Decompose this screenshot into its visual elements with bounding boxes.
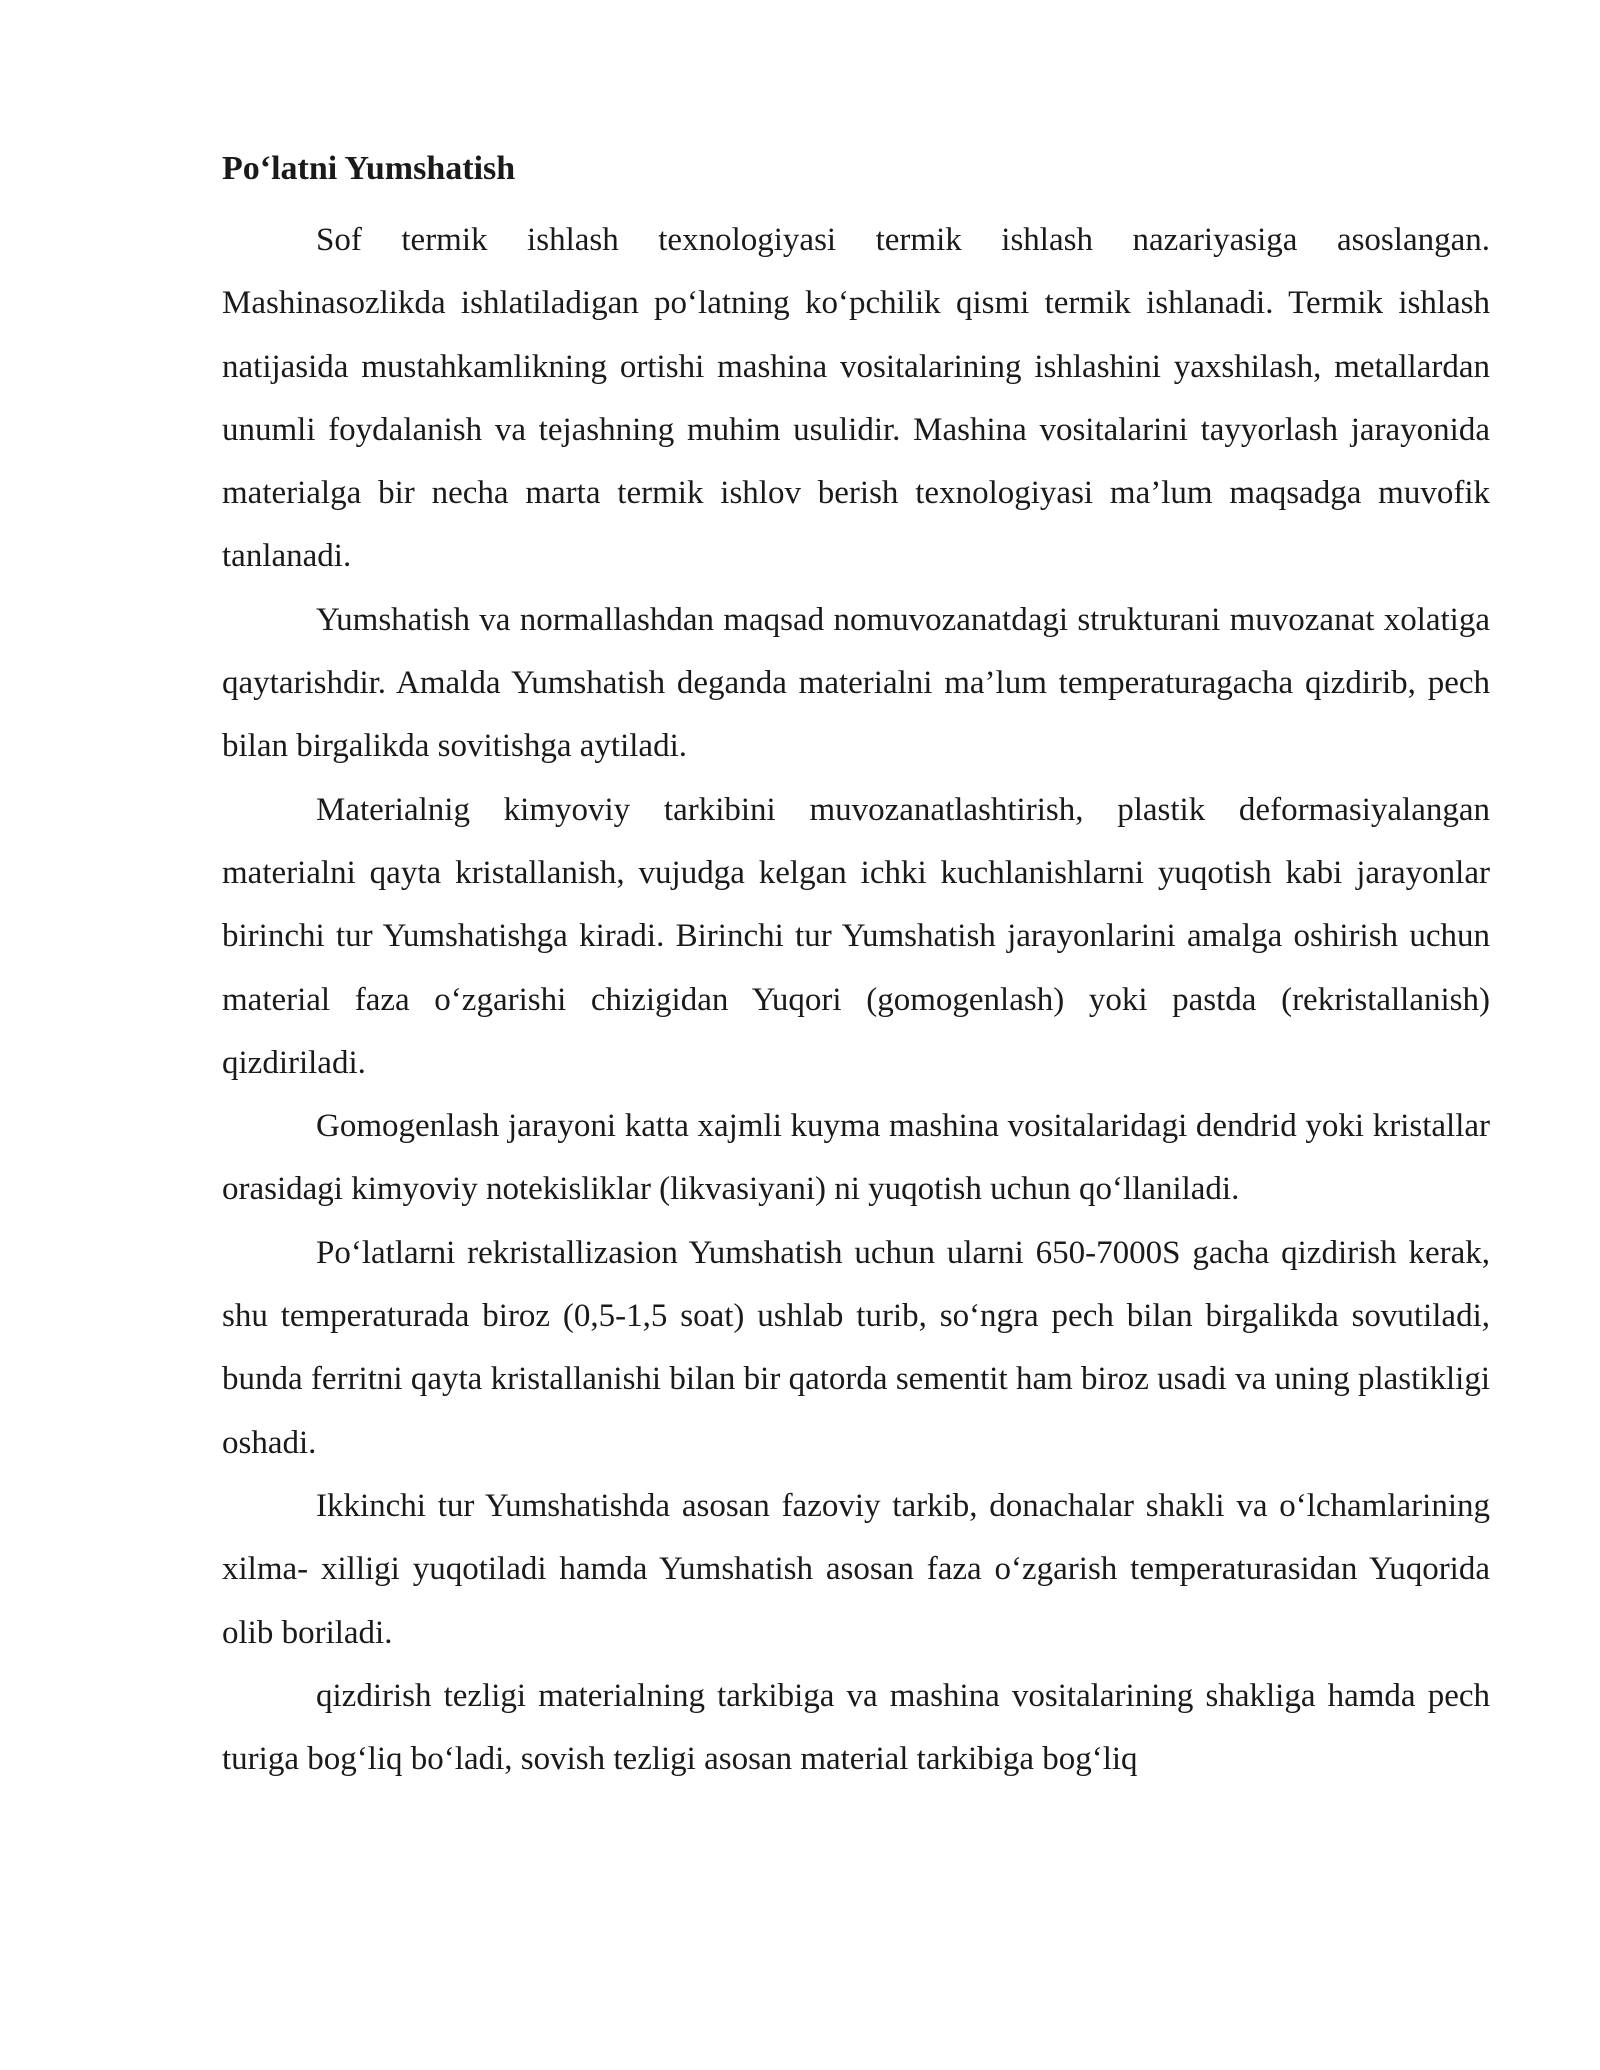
paragraph-2: Yumshatish va normallashdan maqsad nomuvozanatdagi strukturani muvozanat xolatiga qaytarishdir. Amalda Yumshatish deganda materialni ma’lum temperaturagacha qizdirib, pech bilan birgalikda sovitishga aytiladi. <box>222 601 1490 765</box>
paragraph-7: qizdirish tezligi materialning tarkibiga va mashina vositalarining shakliga hamda pech turiga bog‘liq bo‘ladi, sovish tezligi asosan material tarkibiga bog‘liq <box>222 1677 1490 1778</box>
paragraph-5: Po‘latlarni rekristallizasion Yumshatish uchun ularni 650-7000S gacha qizdirish kerak, shu temperaturada biroz (0,5-1,5 soat) ushlab turib, so‘ngra pech bilan birgalikda sovutiladi, bunda ferritni qayta kristallanishi bilan bir qatorda sementit ham biroz usadi va uning plastikligi oshadi. <box>222 1234 1490 1461</box>
paragraph-6: Ikkinchi tur Yumshatishda asosan fazoviy tarkib, donachalar shakli va o‘lchamlarining xilma- xilligi yuqotiladi hamda Yumshatish asosan faza o‘zgarish temperaturasidan Yuqorida olib boriladi. <box>222 1487 1490 1651</box>
document-title: Po‘latni Yumshatish <box>222 150 516 187</box>
paragraph-3: Materialnig kimyoviy tarkibini muvozanatlashtirish, plastik deformasiyalangan materialni qayta kristallanish, vujudga kelgan ichki kuchlanishlarni yuqotish kabi jarayonlar birinchi tur Yumshatishga kiradi. Birinchi tur Yumshatish jarayonlarini amalga oshirish uchun material faza o‘zgarishi chizigidan Yuqori (gomogenlash) yoki pastda (rekristallanish) qizdiriladi. <box>222 791 1490 1081</box>
paragraph-1: Sof termik ishlash texnologiyasi termik ishlash nazariyasiga asoslangan. Mashinasozlikda ishlatiladigan po‘latning ko‘pchilik qismi termik ishlanadi. Termik ishlash natijasida mustahkamlikning ortishi mashina vositalarining ishlashini yaxshilash, metallardan unumli foydalanish va tejashning muhim usulidir. Mashina vositalarini tayyorlash jarayonida materialga bir necha marta termik ishlov berish texnologiyasi ma’lum maqsadga muvofik tanlanadi. <box>222 222 1490 575</box>
paragraph-4: Gomogenlash jarayoni katta xajmli kuyma mashina vositalaridagi dendrid yoki kristallar orasidagi kimyoviy notekisliklar (likvasiyani) ni yuqotish uchun qo‘llaniladi. <box>222 1108 1490 1208</box>
document-body <box>222 145 1490 1791</box>
